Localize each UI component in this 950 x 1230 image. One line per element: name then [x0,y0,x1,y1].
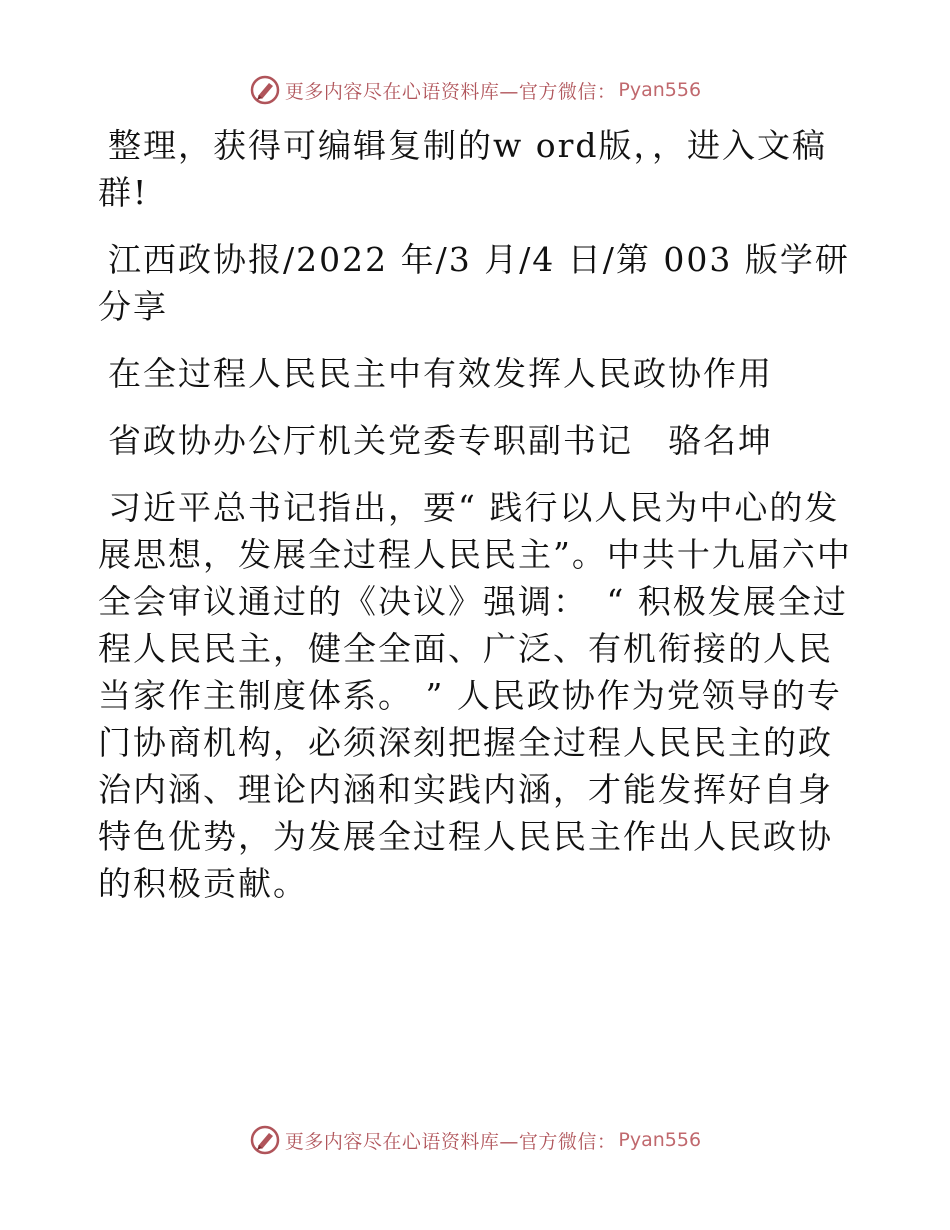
source-line: 江西政协报/2022 年/3 月/4 日/第 003 版学研分享 [98,240,850,326]
article-title: 在全过程人民民主中有效发挥人民政协作用 [108,354,773,393]
watermark-brand: Pyan556 [618,1129,702,1151]
watermark-text: 更多内容尽在心语资料库—官方微信： [284,80,617,103]
body-paragraph: 习近平总书记指出，要“ 践行以人民为中心的发展思想，发展全过程人民民主”。中共十九届六中全会审议通过的《决议》强调： “ 积极发展全过程人民民主，健全全面、广泛、有机衔接的人民当家作主制度体系。 ” 人民政协作为党领导的专门协商机构，必须深刻把握全过程人民民主的政治内涵、理论内涵和实践内涵，才能发挥好自身特色优势，为发展全过程人民民主作出人民政协的积极贡献。 [98,488,852,903]
author-line: 省政协办公厅机关党委专职副书记 骆名坤 [108,421,773,460]
footer-watermark [0,1120,950,1160]
header-watermark [0,70,950,110]
document-body [98,122,858,927]
intro-note: 整理，获得可编辑复制的w ord版，，进入文稿群! [98,126,828,212]
pen-circle-logo-icon [249,74,281,106]
watermark-brand: Pyan556 [618,79,702,101]
pen-circle-logo-icon [249,1124,281,1156]
watermark-text: 更多内容尽在心语资料库—官方微信： [284,1130,617,1153]
